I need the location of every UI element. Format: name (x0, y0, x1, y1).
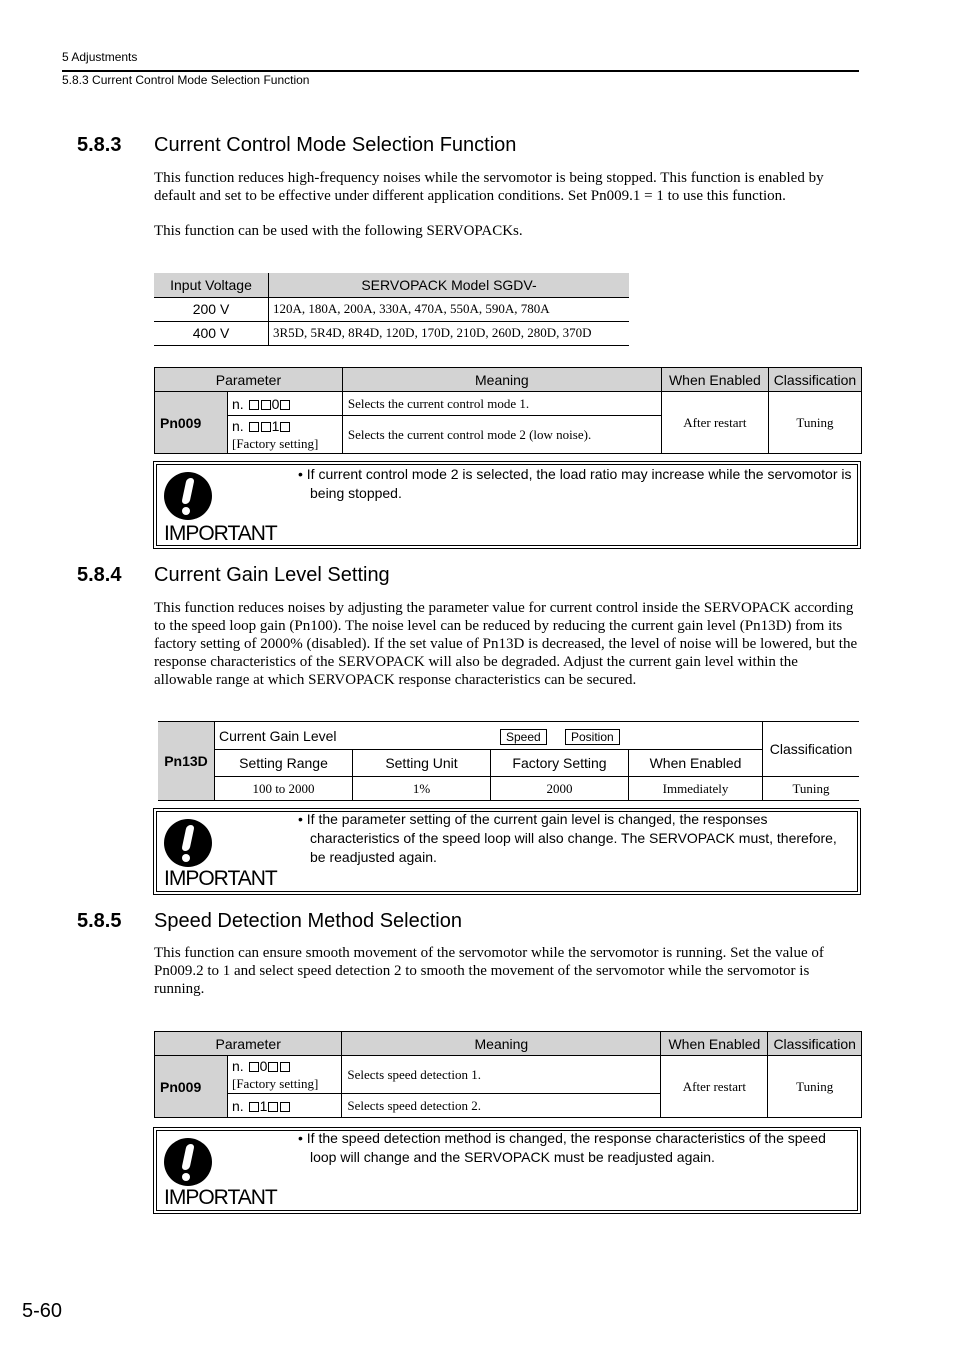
paragraph: This function reduces noises by adjusting the parameter value for current control inside the SERVOPACK according to the speed loop gain (Pn100). The noise level can be reduced by reducing the current gain level (Pn13D) from its factory setting of 2000% (disabled). If the set value of Pn13D is decreased, the level of noise will be lowered, but the response characteristics of the SERVOPACK will also be degraded. Adjust the current gain level within the allowable range at which SERVOPACK response characteristics can be secured. (154, 600, 858, 688)
table-header: Parameter (155, 1032, 342, 1056)
exclamation-icon (164, 1138, 212, 1186)
table-header: When Enabled (661, 1032, 768, 1056)
parameter-name-cell (215, 722, 763, 750)
table-row (155, 392, 862, 416)
section-title: Speed Detection Method Selection (154, 910, 462, 932)
table-header: Input Voltage (154, 273, 269, 297)
speed-tag: Speed (500, 729, 547, 745)
parameter-number: Pn009 (155, 1056, 228, 1118)
important-text: • If the speed detection method is changed, the response characteristics of the speed loop will change and the SERVOPACK must be readjusted again. (298, 1130, 826, 1165)
section-number: 5.8.5 (77, 910, 122, 932)
section-number: 5.8.3 (77, 134, 122, 156)
important-label: IMPORTANT (164, 867, 277, 890)
section-heading-583 (77, 134, 517, 157)
section-heading-584 (77, 564, 390, 587)
table-cell: 1% (353, 777, 491, 801)
important-notice (153, 461, 861, 549)
section-title: Current Control Mode Selection Function (154, 134, 517, 156)
section-title: Current Gain Level Setting (154, 564, 390, 586)
paragraph: This function can ensure smooth movement of the servomotor while the servomotor is running. Set the value of Pn009.2 to 1 and select speed detection 2 to smooth the movement of the servomotor while the servomotor is running. (154, 945, 824, 997)
header-rule (62, 70, 859, 72)
classification-cell: Tuning (768, 392, 861, 454)
table-cell: 3R5D, 5R4D, 8R4D, 120D, 170D, 210D, 260D, 280D, 370D (269, 321, 630, 345)
parameter-number: Pn13D (158, 722, 215, 801)
running-header-chapter: 5 Adjustments (62, 50, 138, 64)
table-header: Classification (768, 1032, 862, 1056)
exclamation-icon (164, 819, 212, 867)
when-enabled-cell: After restart (661, 1056, 768, 1118)
page-number: 5-60 (22, 1300, 63, 1322)
table-header: Parameter (155, 368, 343, 392)
position-tag: Position (565, 729, 620, 745)
parameter-number: Pn009 (155, 392, 228, 454)
when-enabled-cell: After restart (661, 392, 768, 454)
classification-cell: Tuning (768, 1056, 862, 1118)
table-header: Setting Range (215, 750, 353, 777)
table-row (154, 297, 629, 321)
meaning-cell: Selects the current control mode 1. (342, 392, 661, 416)
parameter-table (154, 1031, 862, 1118)
table-cell: 200 V (154, 297, 269, 321)
important-label: IMPORTANT (164, 1186, 277, 1209)
table-header: SERVOPACK Model SGDV- (269, 273, 630, 297)
paragraph: This function can be used with the following SERVOPACKs. (154, 223, 523, 239)
table-header: When Enabled (661, 368, 768, 392)
important-notice (153, 1127, 861, 1214)
table-header: Setting Unit (353, 750, 491, 777)
paragraph: This function reduces high-frequency noises while the servomotor is being stopped. This function is enabled by default and set to be effective under different application conditions. Set Pn009.1 = 1 to use this function. (154, 170, 824, 204)
pn13d-table (158, 721, 859, 801)
running-header-section: 5.8.3 Current Control Mode Selection Function (62, 73, 310, 87)
important-label: IMPORTANT (164, 522, 277, 545)
parameter-name: Current Gain Level (219, 727, 337, 744)
parameter-table (154, 367, 862, 454)
table-cell: 100 to 2000 (215, 777, 353, 801)
table-row (154, 321, 629, 345)
table-cell: 2000 (491, 777, 629, 801)
table-cell: 120A, 180A, 200A, 330A, 470A, 550A, 590A, 780A (269, 297, 630, 321)
table-header: When Enabled (629, 750, 763, 777)
table-header: Factory Setting (491, 750, 629, 777)
table-cell: Immediately (629, 777, 763, 801)
classification-header: Classification (763, 722, 860, 777)
parameter-code: n. 1 [Factory setting] (228, 416, 343, 454)
table-cell: Tuning (763, 777, 860, 801)
table-header: Meaning (342, 368, 661, 392)
important-text: • If the parameter setting of the current gain level is changed, the responses characteristics of the speed loop will also change. The SERVOPACK must, therefore, be readjusted again. (298, 811, 837, 865)
voltage-model-table (154, 273, 629, 346)
table-header: Classification (768, 368, 861, 392)
table-row (155, 1056, 862, 1094)
parameter-code: n. 0 [Factory setting] (228, 1056, 342, 1094)
meaning-cell: Selects speed detection 1. (342, 1056, 661, 1094)
table-row (158, 777, 859, 801)
section-number: 5.8.4 (77, 564, 122, 586)
exclamation-icon (164, 472, 212, 520)
meaning-cell: Selects speed detection 2. (342, 1094, 661, 1118)
table-cell: 400 V (154, 321, 269, 345)
meaning-cell: Selects the current control mode 2 (low noise). (342, 416, 661, 454)
parameter-code: n. 0 (228, 392, 343, 416)
important-notice (153, 808, 861, 895)
section-heading-585 (77, 910, 462, 933)
table-header: Meaning (342, 1032, 661, 1056)
important-text: • If current control mode 2 is selected, the load ratio may increase while the servomotor is being stopped. (298, 466, 852, 501)
parameter-code: n. 1 (228, 1094, 342, 1118)
